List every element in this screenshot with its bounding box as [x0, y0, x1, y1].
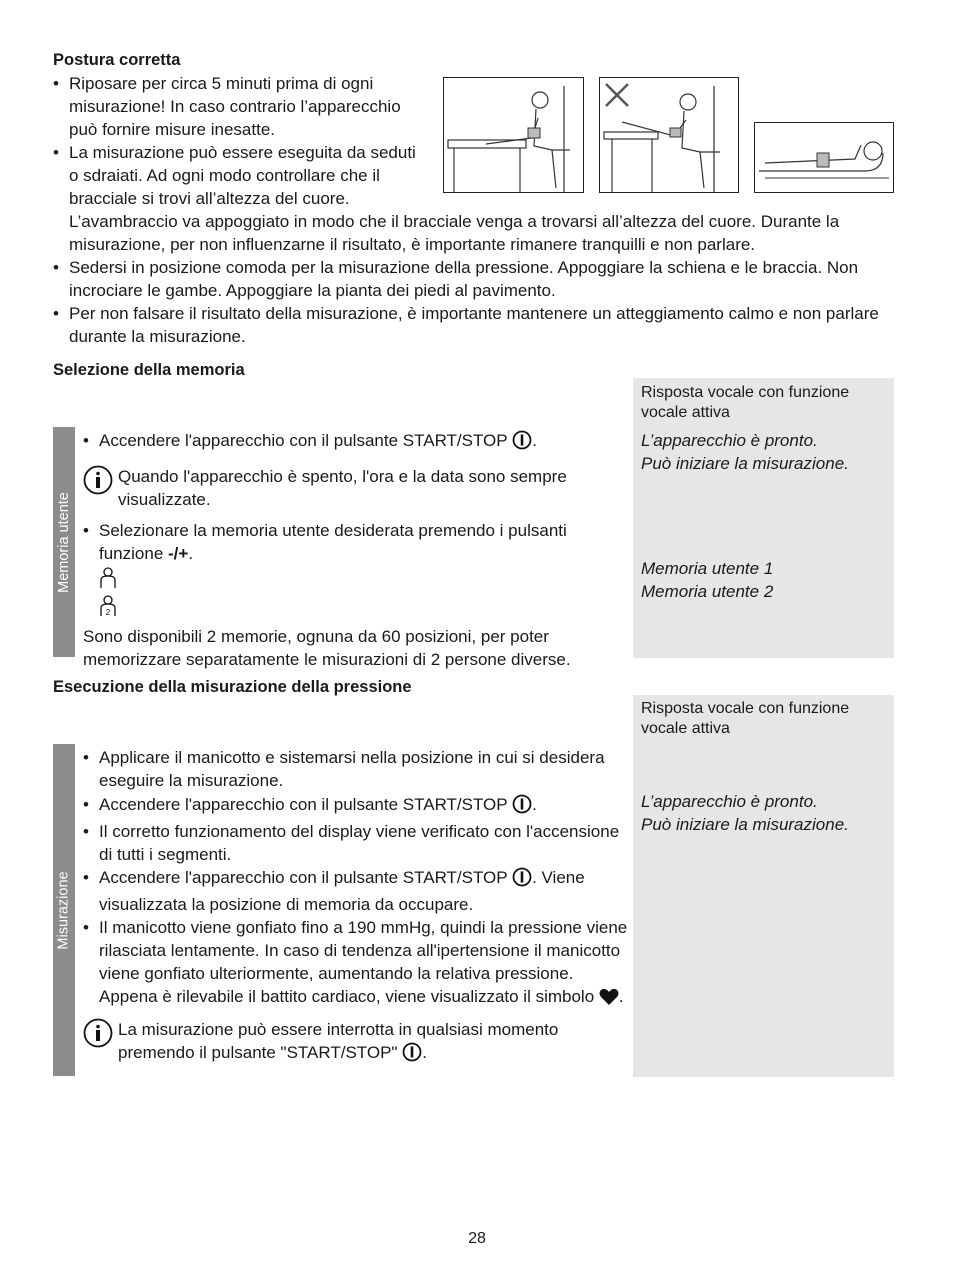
posture-list-bottom — [53, 256, 899, 348]
list-item-text: Accendere l'apparecchio con il pulsante START/STOP — [99, 868, 508, 887]
list-item — [83, 866, 628, 916]
voice-ready-line-1: L’apparecchio è pronto. — [641, 431, 818, 450]
sidebar-label: Misurazione — [55, 870, 72, 950]
sidebar-tab-measurement — [53, 744, 75, 1076]
list-item: • Il manicotto viene gonfiato fino a 190 mmHg, quindi la pressione viene rilasciata lentamente. In caso di tendenza all'ipertensione il manicotto viene gonfiato ulteriormente, aumentando la relativa pressione. Appena è rilevabile il battito cardiaco, viene visualizzato il simbolo . — [83, 916, 628, 1012]
voice-response-header: Risposta vocale con funzione vocale attiva — [641, 700, 850, 737]
voice-user-block — [641, 557, 891, 603]
memory-content — [83, 429, 623, 671]
sidebar-tab-memory — [53, 427, 75, 657]
voice-ready-block — [641, 790, 891, 836]
list-item-text: . Viene visualizzata la posizione di memoria da occupare. — [99, 868, 585, 914]
list-item: • Accendere l'apparecchio con il pulsante START/STOP . — [83, 429, 623, 456]
voice-user-1: Memoria utente 1 — [641, 559, 774, 578]
list-item: • Riposare per circa 5 minuti prima di ogni misurazione! In caso contrario l’apparecchio può fornire misure inesatte. — [53, 72, 421, 141]
user-icon-2 — [83, 595, 623, 623]
sidebar-label: Memoria utente — [55, 491, 72, 593]
list-item: • Il corretto funzionamento del display viene verificato con l'accensione di tutti i segmenti. — [83, 820, 628, 866]
power-icon — [512, 867, 532, 893]
info-icon — [83, 1018, 113, 1054]
page-number: 28 — [468, 1230, 486, 1247]
list-item-text: Accendere l'apparecchio con il pulsante START/STOP — [99, 431, 508, 450]
list-item-text: Accendere l'apparecchio con il pulsante START/STOP — [99, 795, 508, 814]
power-icon — [512, 430, 532, 456]
measurement-content: • Applicare il manicotto e sistemarsi nella posizione in cui si desidera eseguire la misurazione. • Accendere l'apparecchio con il pulsante START/STOP . • Il corretto funzionamento del display viene verificato con l'accensione di tutti i segmenti. • Accendere l'apparecchio con il pulsante START/STOP . Viene visualizzata la posizione di memoria da occupare. • Il manicotto viene gonfiato fino a 190 mmHg, quindi la pressione viene rilasciata lentamente. In caso di tendenza all'ipertensione il manicotto viene gonfiato ulteriormente, aumentando la relativa pressione. Appena è rilevabile il battito cardiaco, viene visualizzato il simbolo . La misurazione può essere interrotta in qualsiasi momento premendo il pulsante "START/STOP" . — [83, 746, 628, 1068]
list-item: • Sedersi in posizione comoda per la misurazione della pressione. Appoggiare la schiena e le braccia. Non incrociare le gambe. Appoggiare la pianta dei piedi al pavimento. — [53, 256, 899, 302]
section-heading-posture: Postura corretta — [53, 51, 181, 69]
voice-response-header: Risposta vocale con funzione vocale attiva — [641, 384, 850, 421]
voice-ready-line-1: L’apparecchio è pronto. — [641, 792, 818, 811]
illustration-incorrect-seated — [599, 77, 739, 193]
voice-ready-block — [641, 429, 891, 475]
section-heading-memory: Selezione della memoria — [53, 361, 245, 379]
svg-text:2: 2 — [105, 608, 111, 617]
info-text: Quando l'apparecchio è spento, l'ora e la data sono sempre visualizzate. — [118, 467, 567, 509]
memory-note: Sono disponibili 2 memorie, ognuna da 60 posizioni, per poter memorizzare separatamente le misurazioni di 2 persone diverse. — [83, 627, 571, 669]
voice-ready-line-2: Può iniziare la misurazione. — [641, 815, 849, 834]
illustration-lying — [754, 122, 894, 193]
section-heading-measurement: Esecuzione della misurazione della pressione — [53, 678, 412, 696]
list-item: • Per non falsare il risultato della misurazione, è importante mantenere un atteggiamento calmo e non parlare durante la misurazione. — [53, 302, 899, 348]
posture-list-top — [53, 72, 421, 210]
posture-continuation: L’avambraccio va appoggiato in modo che il bracciale venga a trovarsi all’altezza del cuore. Durante la misurazione, per non influenzarne il risultato, è importante rimanere tranquilli e non parlare. — [69, 212, 840, 254]
voice-ready-line-2: Può iniziare la misurazione. — [641, 454, 849, 473]
list-item-text: Selezionare la memoria utente desiderata premendo i pulsanti funzione — [99, 521, 567, 563]
illustration-correct-seated — [443, 77, 584, 193]
minus-plus-buttons: -/+ — [168, 544, 189, 563]
list-item: • Applicare il manicotto e sistemarsi nella posizione in cui si desidera eseguire la misurazione. — [83, 746, 628, 792]
list-item: • Accendere l'apparecchio con il pulsante START/STOP . — [83, 793, 628, 820]
list-item-text: Il manicotto viene gonfiato fino a 190 mmHg, quindi la pressione viene rilasciata lentamente. In caso di tendenza all'ipertensione il manicotto viene gonfiato ulteriormente, aumentando la relativa pressione. Appena è rilevabile il battito cardiaco, viene visualizzato il simbolo — [99, 918, 628, 1006]
list-item: • La misurazione può essere eseguita da seduti o sdraiati. Ad ogni modo controllare che il bracciale si trovi all’altezza del cuore. — [53, 141, 421, 210]
heart-icon — [599, 988, 619, 1012]
user-icon-1 — [83, 567, 623, 595]
info-text: La misurazione può essere interrotta in qualsiasi momento premendo il pulsante "START/STOP" — [118, 1020, 559, 1062]
voice-response-panel-measurement — [633, 695, 894, 1077]
info-icon — [83, 465, 113, 501]
voice-user-2: Memoria utente 2 — [641, 582, 774, 601]
power-icon — [402, 1042, 422, 1068]
power-icon — [512, 794, 532, 820]
list-item: • Selezionare la memoria utente desiderata premendo i pulsanti funzione -/+. — [83, 519, 593, 565]
